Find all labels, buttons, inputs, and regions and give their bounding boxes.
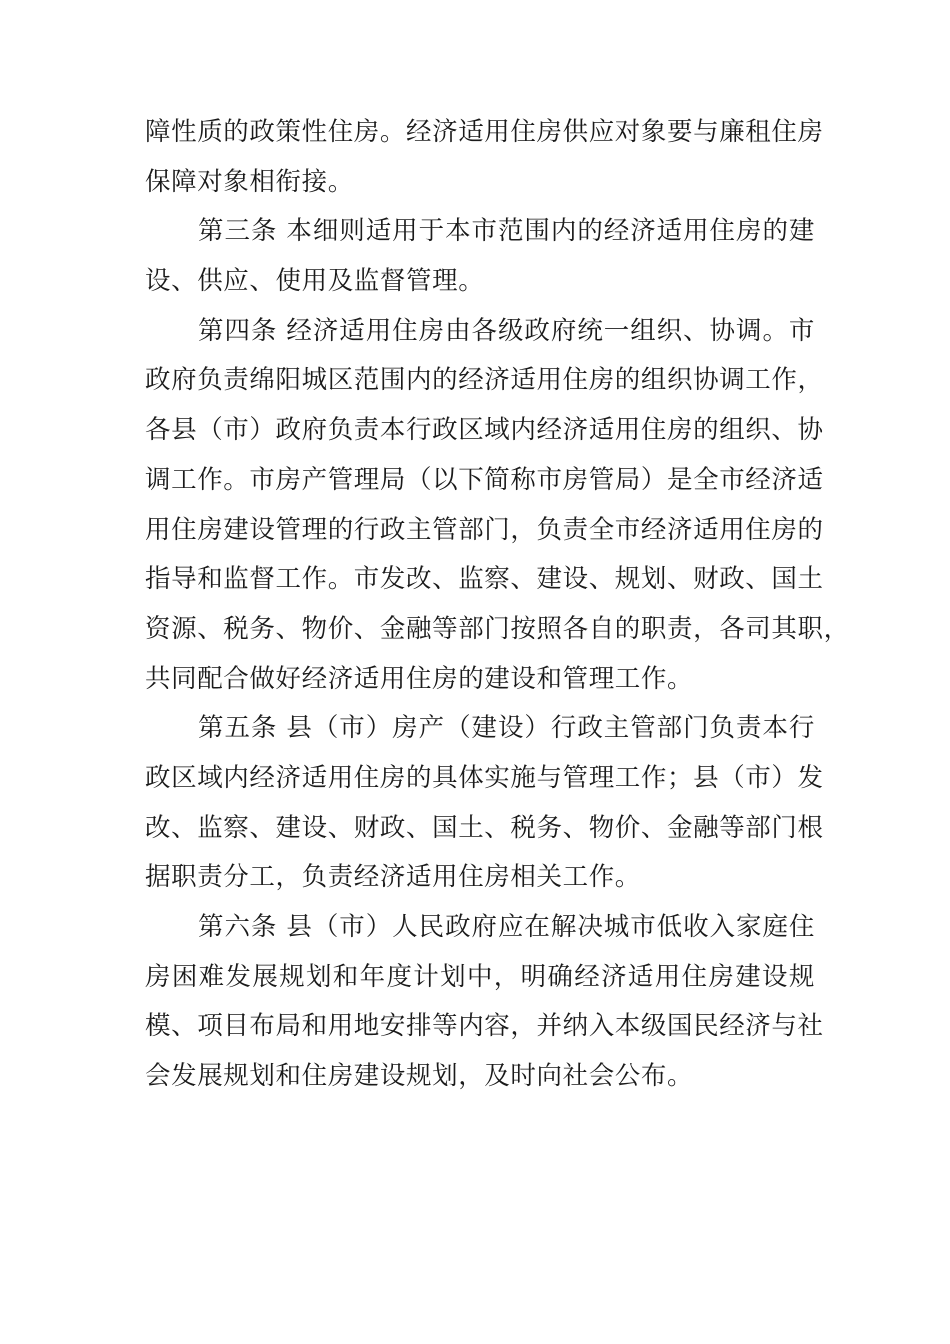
text-line: 改、监察、建设、财政、国土、税务、物价、金融等部门根 — [145, 812, 824, 843]
article-4-first-line: 第四条 经济适用住房由各级政府统一组织、协调。市 — [198, 315, 815, 346]
text-line: 政区域内经济适用住房的具体实施与管理工作；县（市）发 — [145, 762, 824, 793]
text-line: 障性质的政策性住房。经济适用住房供应对象要与廉租住房 — [145, 117, 824, 147]
article-3-first-line: 第三条 本细则适用于本市范围内的经济适用住房的建 — [198, 216, 815, 247]
text-line: 设、供应、使用及监督管理。 — [145, 266, 485, 297]
text-line: 模、项目布局和用地安排等内容，并纳入本级国民经济与社 — [145, 1011, 824, 1042]
text-line: 保障对象相衔接。 — [145, 166, 354, 197]
text-line: 资源、税务、物价、金融等部门按照各自的职责，各司其职， — [145, 613, 850, 644]
document-body — [145, 108, 850, 1102]
text-line: 会发展规划和住房建设规划，及时向社会公布。 — [145, 1061, 694, 1092]
text-line: 指导和监督工作。市发改、监察、建设、规划、财政、国土 — [145, 564, 824, 595]
article-6-first-line: 第六条 县（市）人民政府应在解决城市低收入家庭住 — [198, 912, 815, 942]
text-line: 共同配合做好经济适用住房的建设和管理工作。 — [145, 663, 694, 694]
text-line: 用住房建设管理的行政主管部门，负责全市经济适用住房的 — [145, 514, 824, 545]
text-line: 调工作。市房产管理局（以下简称市房管局）是全市经济适 — [145, 464, 824, 495]
text-line: 政府负责绵阳城区范围内的经济适用住房的组织协调工作， — [145, 365, 824, 396]
text-line: 房困难发展规划和年度计划中，明确经济适用住房建设规 — [145, 961, 815, 992]
text-line: 各县（市）政府负责本行政区域内经济适用住房的组织、协 — [145, 415, 824, 446]
text-line: 据职责分工，负责经济适用住房相关工作。 — [145, 862, 641, 893]
article-5-first-line: 第五条 县（市）房产（建设）行政主管部门负责本行 — [198, 713, 815, 744]
